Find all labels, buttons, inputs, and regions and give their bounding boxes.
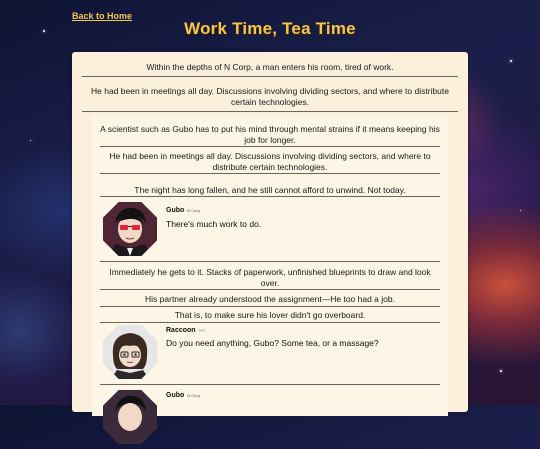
gubo-avatar-icon — [103, 390, 157, 444]
star-decoration — [520, 210, 521, 211]
divider — [100, 322, 440, 323]
divider — [100, 306, 440, 307]
narration-inner-2: He had been in meetings all day. Discussions involving dividing sectors, and where to distribute certain technologies. — [109, 151, 431, 172]
raccoon-avatar-icon — [103, 325, 157, 379]
page-title: Work Time, Tea Time — [184, 19, 356, 38]
speaker-name: Gubo N Corp — [166, 207, 200, 214]
divider — [100, 196, 440, 197]
speaker-name: Gubo N Corp — [166, 392, 200, 399]
back-to-home-link[interactable]: Back to Home — [72, 11, 133, 21]
narration-inner-3: The night has long fallen, and he still cannot afford to unwind. Not today. — [134, 185, 406, 195]
star-decoration — [510, 60, 512, 62]
divider — [100, 146, 440, 147]
speaker-name: Raccoon ??? — [166, 327, 206, 334]
speaker-affiliation: ??? — [198, 328, 206, 333]
divider — [100, 173, 440, 174]
star-decoration — [500, 370, 502, 372]
dialogue-text: There's much work to do. — [166, 219, 262, 229]
narration-after-3: That is, to make sure his lover didn't go overboard. — [174, 310, 366, 320]
speaker-affiliation: N Corp — [187, 208, 200, 213]
scene-container — [92, 116, 448, 416]
gubo-avatar-icon — [103, 202, 157, 256]
speaker-affiliation: N Corp — [187, 393, 200, 398]
narration-intro-2: He had been in meetings all day. Discussions involving dividing sectors, and where to distribute certain technologies. — [82, 86, 458, 112]
narration-inner-1: A scientist such as Gubo has to put his mind through mental strains if it means keeping his job for longer. — [100, 124, 440, 145]
divider — [100, 261, 440, 262]
narration-after-1: Immediately he gets to it. Stacks of paperwork, unfinished blueprints to draw and look over. — [109, 267, 431, 288]
dialogue-text: Do you need anything, Gubo? Some tea, or a massage? — [166, 338, 379, 348]
narration-intro-1: Within the depths of N Corp, a man enters his room, tired of work. — [82, 62, 458, 77]
narration-after-2: His partner already understood the assignment—He too had a job. — [145, 294, 395, 304]
divider — [100, 289, 440, 290]
star-decoration — [30, 140, 31, 141]
divider — [100, 384, 440, 385]
story-panel — [72, 52, 468, 412]
